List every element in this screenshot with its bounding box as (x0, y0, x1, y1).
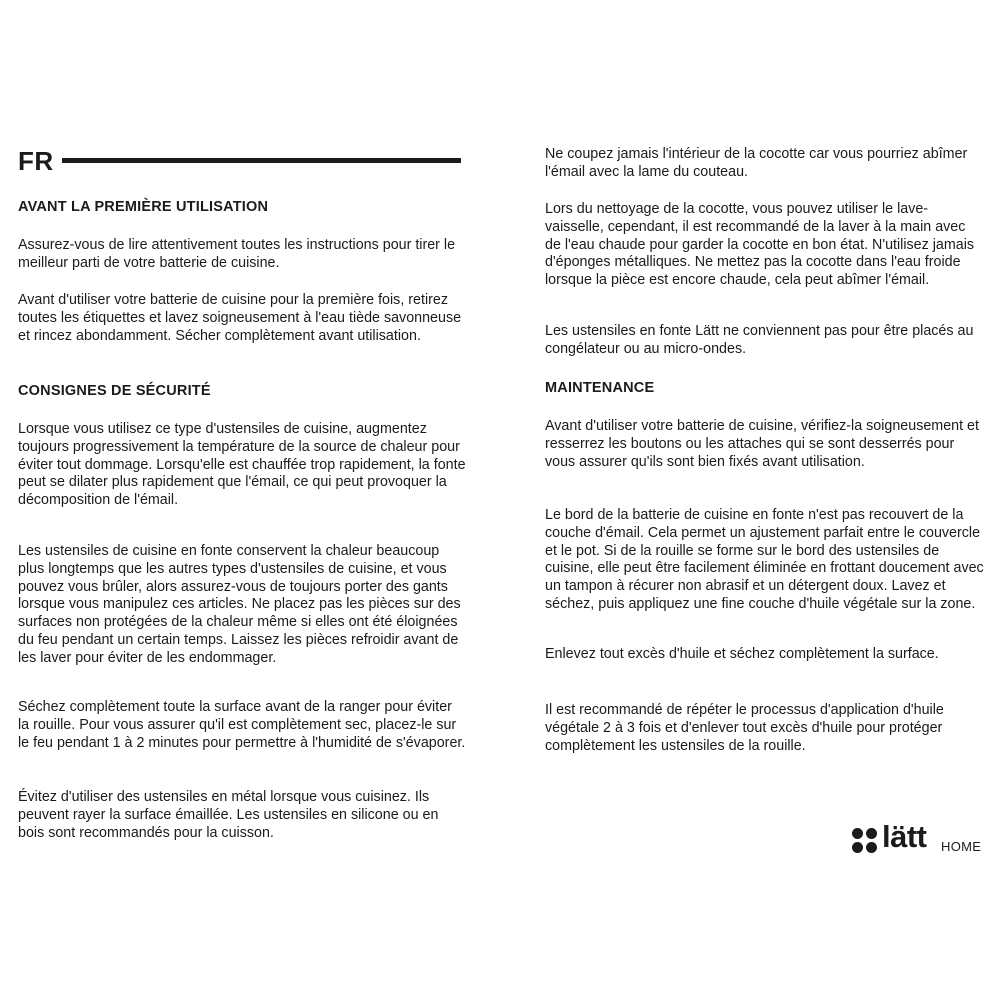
section-title-safety: CONSIGNES DE SÉCURITÉ (18, 383, 211, 399)
header-rule (62, 158, 461, 163)
logo-dots-icon (852, 828, 878, 854)
paragraph-no-cutting: Ne coupez jamais l'intérieur de la cocotte car vous pourriez abîmer l'émail avec la lame du couteau. (545, 146, 968, 180)
paragraph-repeat-oil: Il est recommandé de répéter le processus d'application d'huile végétale 2 à 3 fois et d'enlever tout excès d'huile pour protéger complètement les ustensiles de la rouille. (545, 702, 944, 754)
paragraph-heat-gradually: Lorsque vous utilisez ce type d'ustensiles de cuisine, augmentez toujours progressivement la température de la source de chaleur pour éviter tout dommage. Lorsqu'elle est chauffée trop rapidement, la fonte peut se dilater plus rapidement que l'émail, ce qui peut provoquer la décomposition de l'émail. (18, 421, 466, 509)
paragraph-heat-retention: Les ustensiles de cuisine en fonte conservent la chaleur beaucoup plus longtemps que les autres types d'ustensiles de cuisine, et vous pouvez vous brûler, alors assurez-vous de toujours porter des gants lorsque vous manipulez ces articles. Ne placez pas les pièces sur des surfaces non protégées de la chaleur même si elles ont été éloignées du feu pendant un certain temps. Laissez les pièces refroidir avant de les laver pour éviter de les endommager. (18, 543, 461, 666)
section-title-maintenance: MAINTENANCE (545, 380, 655, 396)
latt-home-logo (852, 819, 992, 856)
paragraph-utensils: Évitez d'utiliser des ustensiles en métal lorsque vous cuisinez. Ils peuvent rayer la surface émaillée. Les ustensiles en silicone ou en bois sont recommandés pour la cuisson. (18, 789, 439, 841)
paragraph-check-knobs: Avant d'utiliser votre batterie de cuisine, vérifiez-la soigneusement et resserrez les boutons ou les attaches qui se sont desserrés pour vous assurer qu'ils sont bien fixés avant utilisation. (545, 418, 979, 470)
paragraph-read-instructions: Assurez-vous de lire attentivement toutes les instructions pour tirer le meilleur parti de votre batterie de cuisine. (18, 237, 456, 271)
language-code: FR (18, 146, 54, 176)
language-header (18, 146, 466, 176)
paragraph-first-wash: Avant d'utiliser votre batterie de cuisine pour la première fois, retirez toutes les étiquettes et lavez soigneusement à l'eau tiède savonneuse et rincez abondamment. Sécher complètement avant utilisation. (18, 292, 462, 344)
paragraph-drying: Séchez complètement toute la surface avant de la ranger pour éviter la rouille. Pour vous assurer qu'il est complètement sec, placez-le sur le feu pendant 1 à 2 minutes pour permettre à l'humidité de s'évaporer. (18, 699, 466, 751)
paragraph-rim-rust: Le bord de la batterie de cuisine en fonte n'est pas recouvert de la couche d'émail. Cela permet un ajustement parfait entre le couvercle et le pot. Si de la rouille se forme sur le bord des ustensiles de cuisine, elle peut être facilement éliminée en frottant doucement avec un tampon à récurer non abrasif et un détergent doux. Lavez et séchez, puis appliquez une fine couche d'huile végétale sur la zone. (545, 507, 984, 612)
paragraph-freezer-microwave: Les ustensiles en fonte Lätt ne conviennent pas pour être placés au congélateur ou au micro-ondes. (545, 323, 974, 357)
logo-suffix: HOME (941, 839, 982, 854)
paragraph-cleaning: Lors du nettoyage de la cocotte, vous pouvez utiliser le lave-vaisselle, cependant, il est recommandé de la laver à la main avec de l'eau chaude pour garder la cocotte en bon état. N'utilisez jamais d'éponges métalliques. Ne mettez pas la cocotte dans l'eau froide lorsque la pièce est encore chaude, cela peut abîmer l'émail. (545, 201, 975, 289)
paragraph-remove-oil: Enlevez tout excès d'huile et séchez complètement la surface. (545, 646, 939, 662)
section-title-first-use: AVANT LA PREMIÈRE UTILISATION (18, 199, 269, 215)
logo-wordmark: lätt (882, 819, 927, 854)
